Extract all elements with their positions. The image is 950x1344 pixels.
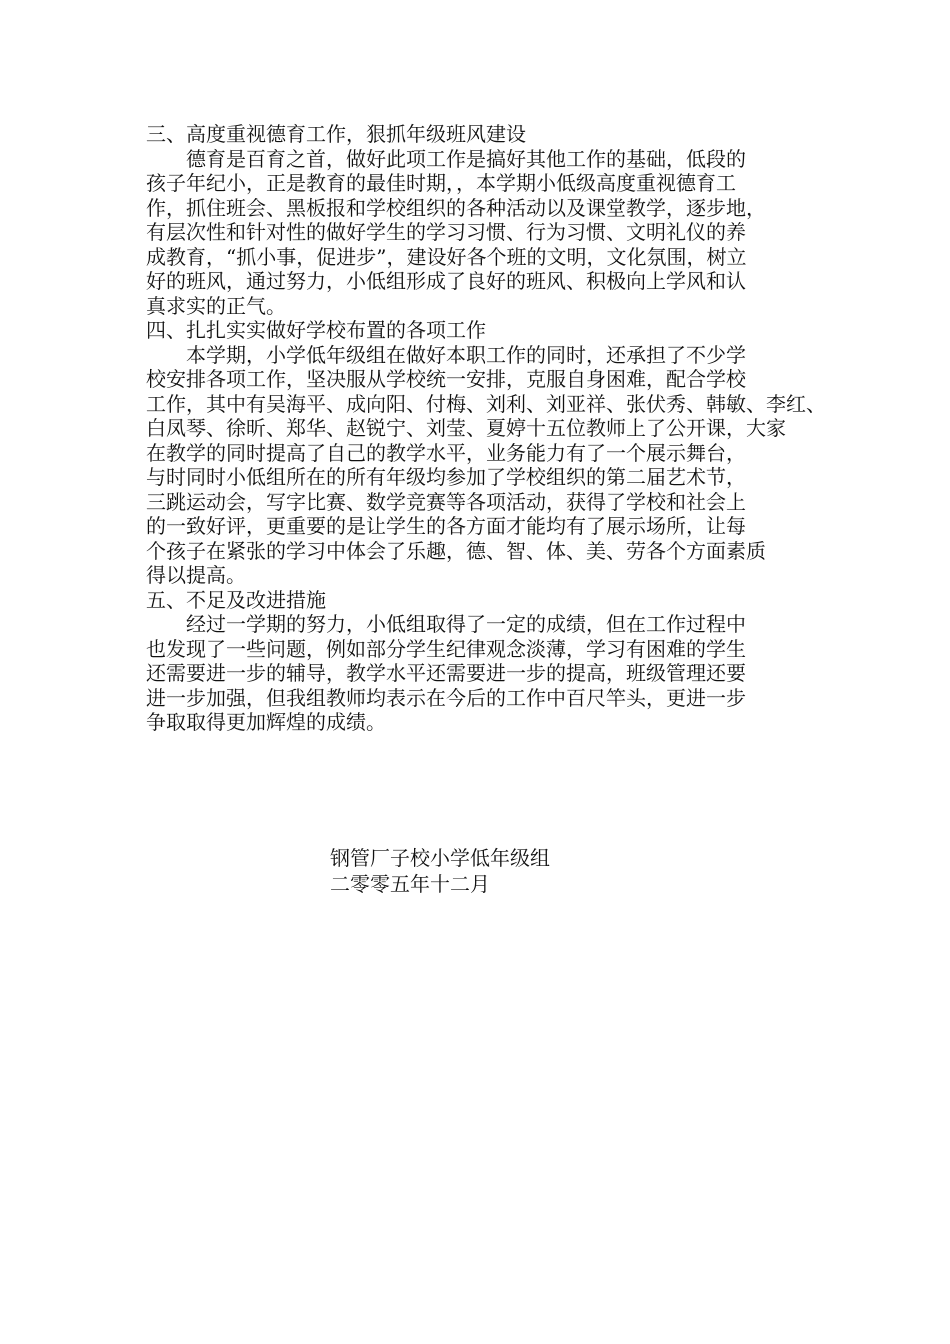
paragraph-line: 经过一学期的努力，小低组取得了一定的成绩，但在工作过程中	[186, 612, 746, 636]
paragraph-line: 与时同时小低组所在的所有年级均参加了学校组织的第二届艺术节，	[146, 465, 746, 489]
paragraph-line: 在教学的同时提高了自己的教学水平，业务能力有了一个展示舞台，	[146, 440, 746, 465]
paragraph-line: 争取取得更加辉煌的成绩。	[146, 710, 386, 734]
paragraph-line: 有层次性和针对性的做好学生的学习习惯、行为习惯、文明礼仪的养	[146, 220, 746, 244]
signature-date: 二零零五年十二月	[330, 872, 490, 896]
document-body	[146, 122, 826, 735]
paragraph-line: 白凤琴、徐昕、郑华、赵锐宁、刘莹、夏婷十五位教师上了公开课，大家	[146, 416, 786, 440]
paragraph-line: 还需要进一步的辅导，教学水平还需要进一步的提高，班级管理还要	[146, 661, 746, 685]
section-heading-4: 四、扎扎实实做好学校布置的各项工作	[146, 318, 486, 342]
paragraph-line: 三跳运动会，写字比赛、数学竞赛等各项活动，获得了学校和社会上	[146, 489, 746, 514]
paragraph-line: 进一步加强，但我组教师均表示在今后的工作中百尺竿头，更进一步	[146, 685, 746, 710]
paragraph-line: 的一致好评，更重要的是让学生的各方面才能均有了展示场所，让每	[146, 514, 746, 538]
section-heading-3: 三、高度重视德育工作，狠抓年级班风建设	[146, 122, 526, 146]
paragraph-line: 校安排各项工作，坚决服从学校统一安排，克服自身困难，配合学校	[146, 367, 746, 391]
signature-organization: 钢管厂子校小学低年级组	[330, 846, 550, 870]
paragraph-line: 得以提高。	[146, 563, 246, 587]
paragraph-line: 个孩子在紧张的学习中体会了乐趣，德、智、体、美、劳各个方面素质	[146, 538, 766, 563]
signature-block	[330, 845, 550, 897]
paragraph-line: 作，抓住班会、黑板报和学校组织的各种活动以及课堂教学，逐步地，	[146, 195, 766, 220]
paragraph-line: 成教育，“抓小事，促进步”，建设好各个班的文明，文化氛围，树立	[146, 244, 747, 269]
paragraph-line: 真求实的正气。	[146, 293, 286, 318]
section-heading-5: 五、不足及改进措施	[146, 587, 326, 612]
paragraph-line: 孩子年纪小，正是教育的最佳时期，，本学期小低级高度重视德育工	[146, 171, 736, 195]
paragraph-line: 德育是百育之首，做好此项工作是搞好其他工作的基础，低段的	[186, 146, 746, 171]
paragraph-line: 本学期，小学低年级组在做好本职工作的同时，还承担了不少学	[186, 342, 746, 367]
paragraph-line: 也发现了一些问题，例如部分学生纪律观念淡薄，学习有困难的学生	[146, 636, 746, 661]
paragraph-line: 好的班风，通过努力，小低组形成了良好的班风、积极向上学风和认	[146, 269, 746, 293]
paragraph-line: 工作，其中有吴海平、成向阳、付梅、刘利、刘亚祥、张伏秀、韩敏、李红、	[146, 391, 826, 416]
